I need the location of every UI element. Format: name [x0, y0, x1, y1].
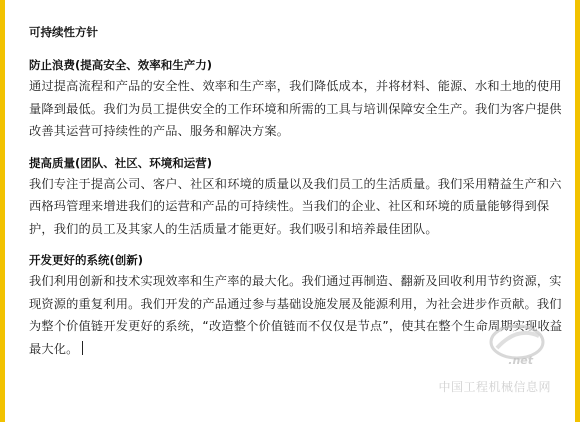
- section-better-systems: [29, 252, 565, 360]
- section-quality: [29, 155, 565, 241]
- watermark-domain: .net: [508, 354, 533, 367]
- section-waste-prevention: [29, 57, 565, 143]
- document-title: 可持续性方针: [29, 25, 98, 39]
- section-body: 我们利用创新和技术实现效率和生产率的最大化。我们通过再制造、翻新及回收利用节约资源，实现资源的重复利用。我们开发的产品通过参与基础设施发展及能源利用，为社会进步作贡献。我们为整个价值链开发更好的系统，“改造整个价值链而不仅仅是节点”，使其在整个生命周期实现收益最大化。: [29, 274, 563, 356]
- document-content: [29, 24, 565, 372]
- section-body-wrapper[interactable]: [29, 270, 565, 360]
- section-body: 我们专注于提高公司、客户、社区和环境的质量以及我们员工的生活质量。我们采用精益生产和六西格玛管理来增进我们的运营和产品的可持续性。当我们的企业、社区和环境的质量能够得到保护，我们的员工及其家人的生活质量才能更好。我们吸引和培养最佳团队。: [29, 176, 562, 236]
- text-cursor: [82, 341, 83, 355]
- document-page: [5, 0, 575, 422]
- section-heading: 防止浪费(提高安全、效率和生产力): [29, 58, 213, 72]
- section-heading: 提高质量(团队、社区、环境和运营): [29, 155, 213, 170]
- section-heading: 开发更好的系统(创新): [29, 253, 144, 267]
- watermark-site-text: 中国工程机械信息网: [438, 380, 551, 394]
- section-body: 通过提高流程和产品的安全性、效率和生产率，我们降低成本，并将材料、能源、水和土地的使用量降到最低。我们为员工提供安全的工作环境和所需的工具与培训保障安全生产。我们为客户提供改善其运营可持续性的产品、服务和解决方案。: [29, 79, 562, 138]
